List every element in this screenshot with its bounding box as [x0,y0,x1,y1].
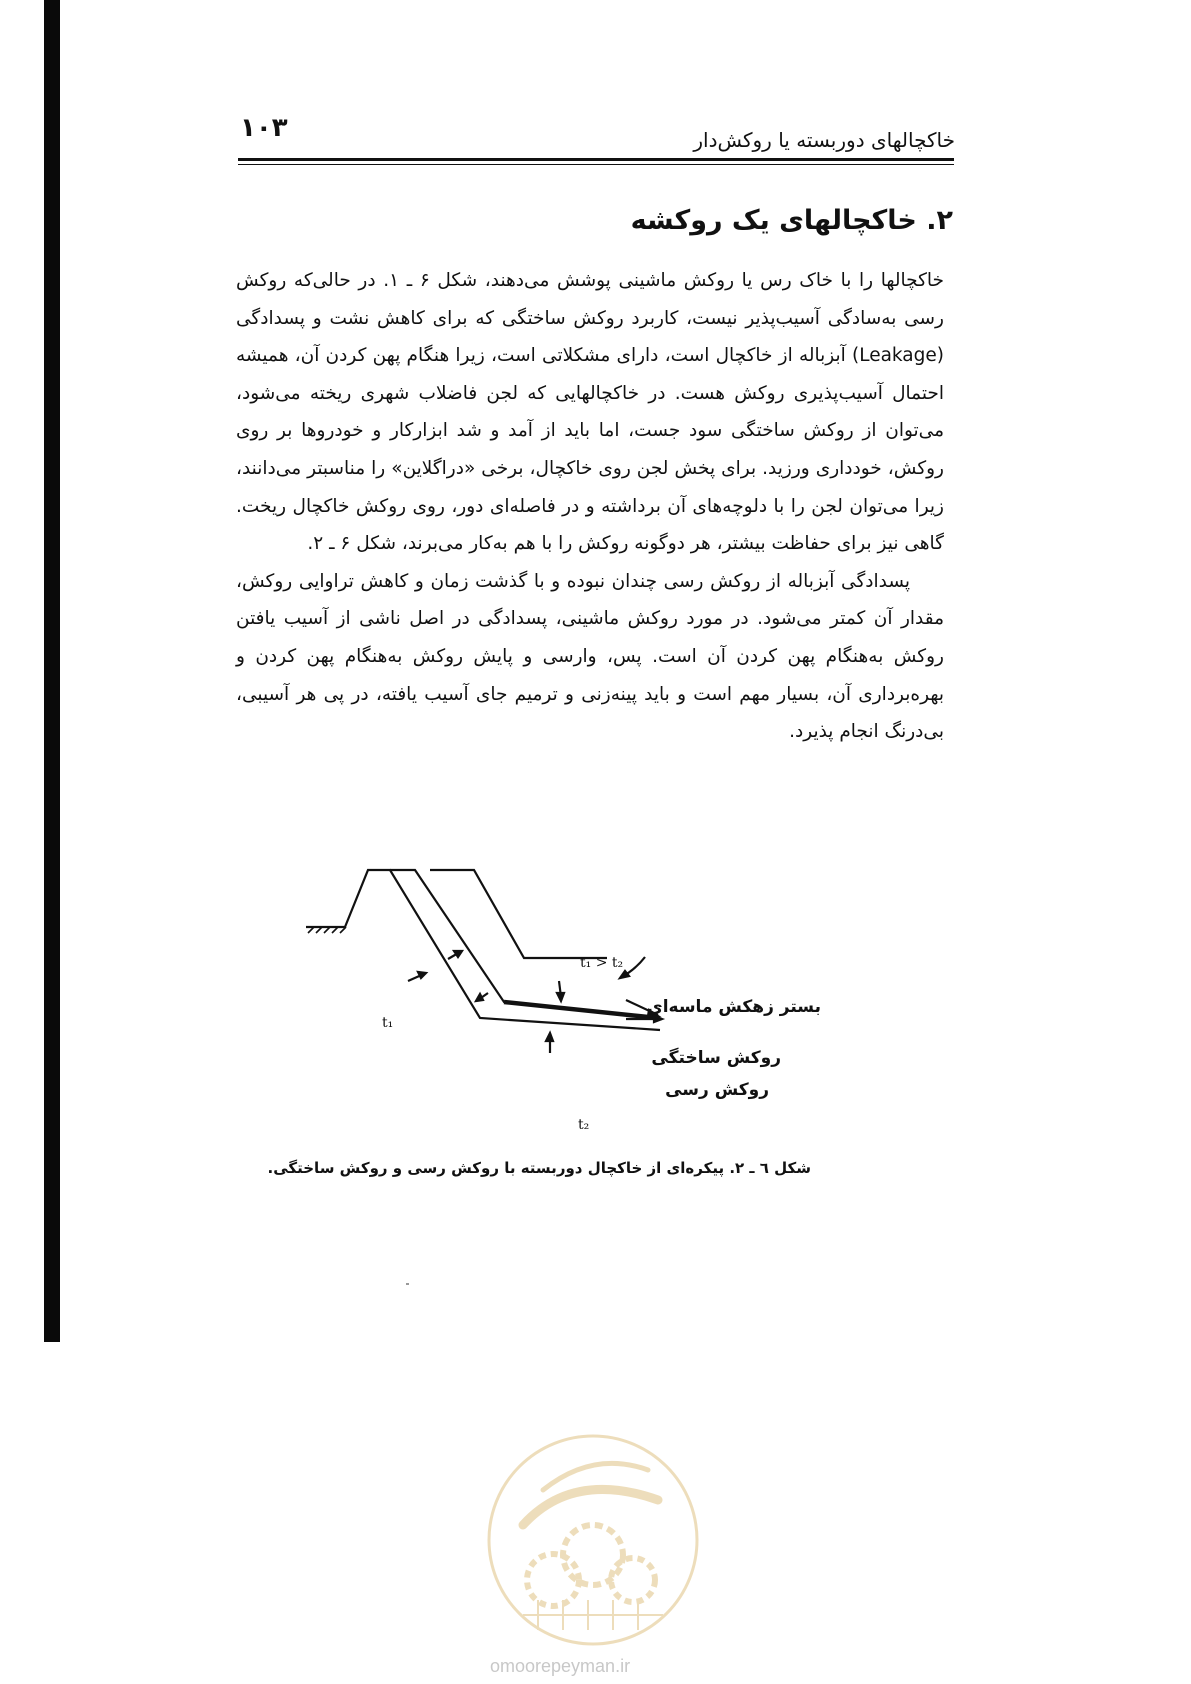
thickness-inequality: t₁ > t₂ [580,955,624,971]
page-number: ۱۰۳ [240,113,288,143]
running-head: خاکچالهای دوربسته یا روکش‌دار [693,128,955,152]
figure-caption: شکل ٦ ـ ۲. پیکره‌ای از خاکچال دوربسته با روکش رسی و روکش ساختگی. [267,1159,811,1177]
header-rule-thick [238,158,954,161]
omoorepeyman-logo [483,1430,703,1650]
paragraph-1: خاکچالها را با خاک رس یا روکش ماشینی پوشش می‌دهند، شکل ۶ ـ ۱. در حالی‌که روکش رسی به‌سادگی آسیب‌پذیر نیست، کاربرد روکش ساختگی که برای کاهش نشت و پسدادگی (Leakage) آبزباله از خاکچال است، دارای مشکلاتی است، زیرا هنگام پهن کردن آن، همیشه احتمال آسیب‌پذیری روکش هست. در خاکچالهایی که لجن فاضلاب شهری ریخته می‌شود، می‌توان از روکش ساختگی سود جست، اما باید از آمد و شد ابزارکار و خودروها بر روی روکش، خودداری ورزید. برای پخش لجن روی خاکچال، برخی «دراگلاین» را مناسبتر می‌دانند، زیرا می‌توان لجن را با دلوچه‌های آن برداشته و در فاصله‌ای دور، روی روکش خاکچال ریخت. گاهی نیز برای حفاظت بیشتر، هر دوگونه روکش را با هم به‌کار می‌برند، شکل ۶ ـ ۲. [236,270,944,555]
paragraph-2: پسدادگی آبزباله از روکش رسی چندان نبوده و با گذشت زمان و کاهش تراوایی روکش، مقدار آن کمتر می‌شود. در مورد روکش ماشینی، پسدادگی در اصل ناشی از آسیب یافتن روکش به‌هنگام پهن کردن آن است. پس، وارسی و پایش روکش به‌هنگام پهن کردن و بهره‌برداری آن، بسیار مهم است و باید پینه‌زنی و ترمیم جای آسیب یافته، در پی هر آسیبی، بی‌درنگ انجام پذیرد. [236,570,944,743]
body-text [236,262,944,751]
clay-liner-label: روکش رسی [665,1080,769,1100]
t1-label: t₁ [382,1015,394,1031]
synthetic-liner-label: روکش ساختگی [651,1048,781,1068]
sand-drain-bed-label: بستر زهکش ماسه‌ای [647,997,821,1017]
header-rule-thin [238,164,954,165]
section-heading: ۲. خاکچالهای یک روکشه [630,205,953,236]
binding-edge-bar [44,0,60,1342]
t2-label: t₂ [578,1117,590,1133]
watermark-site: omoorepeyman.ir [490,1656,631,1676]
scan-speck [406,1283,409,1285]
